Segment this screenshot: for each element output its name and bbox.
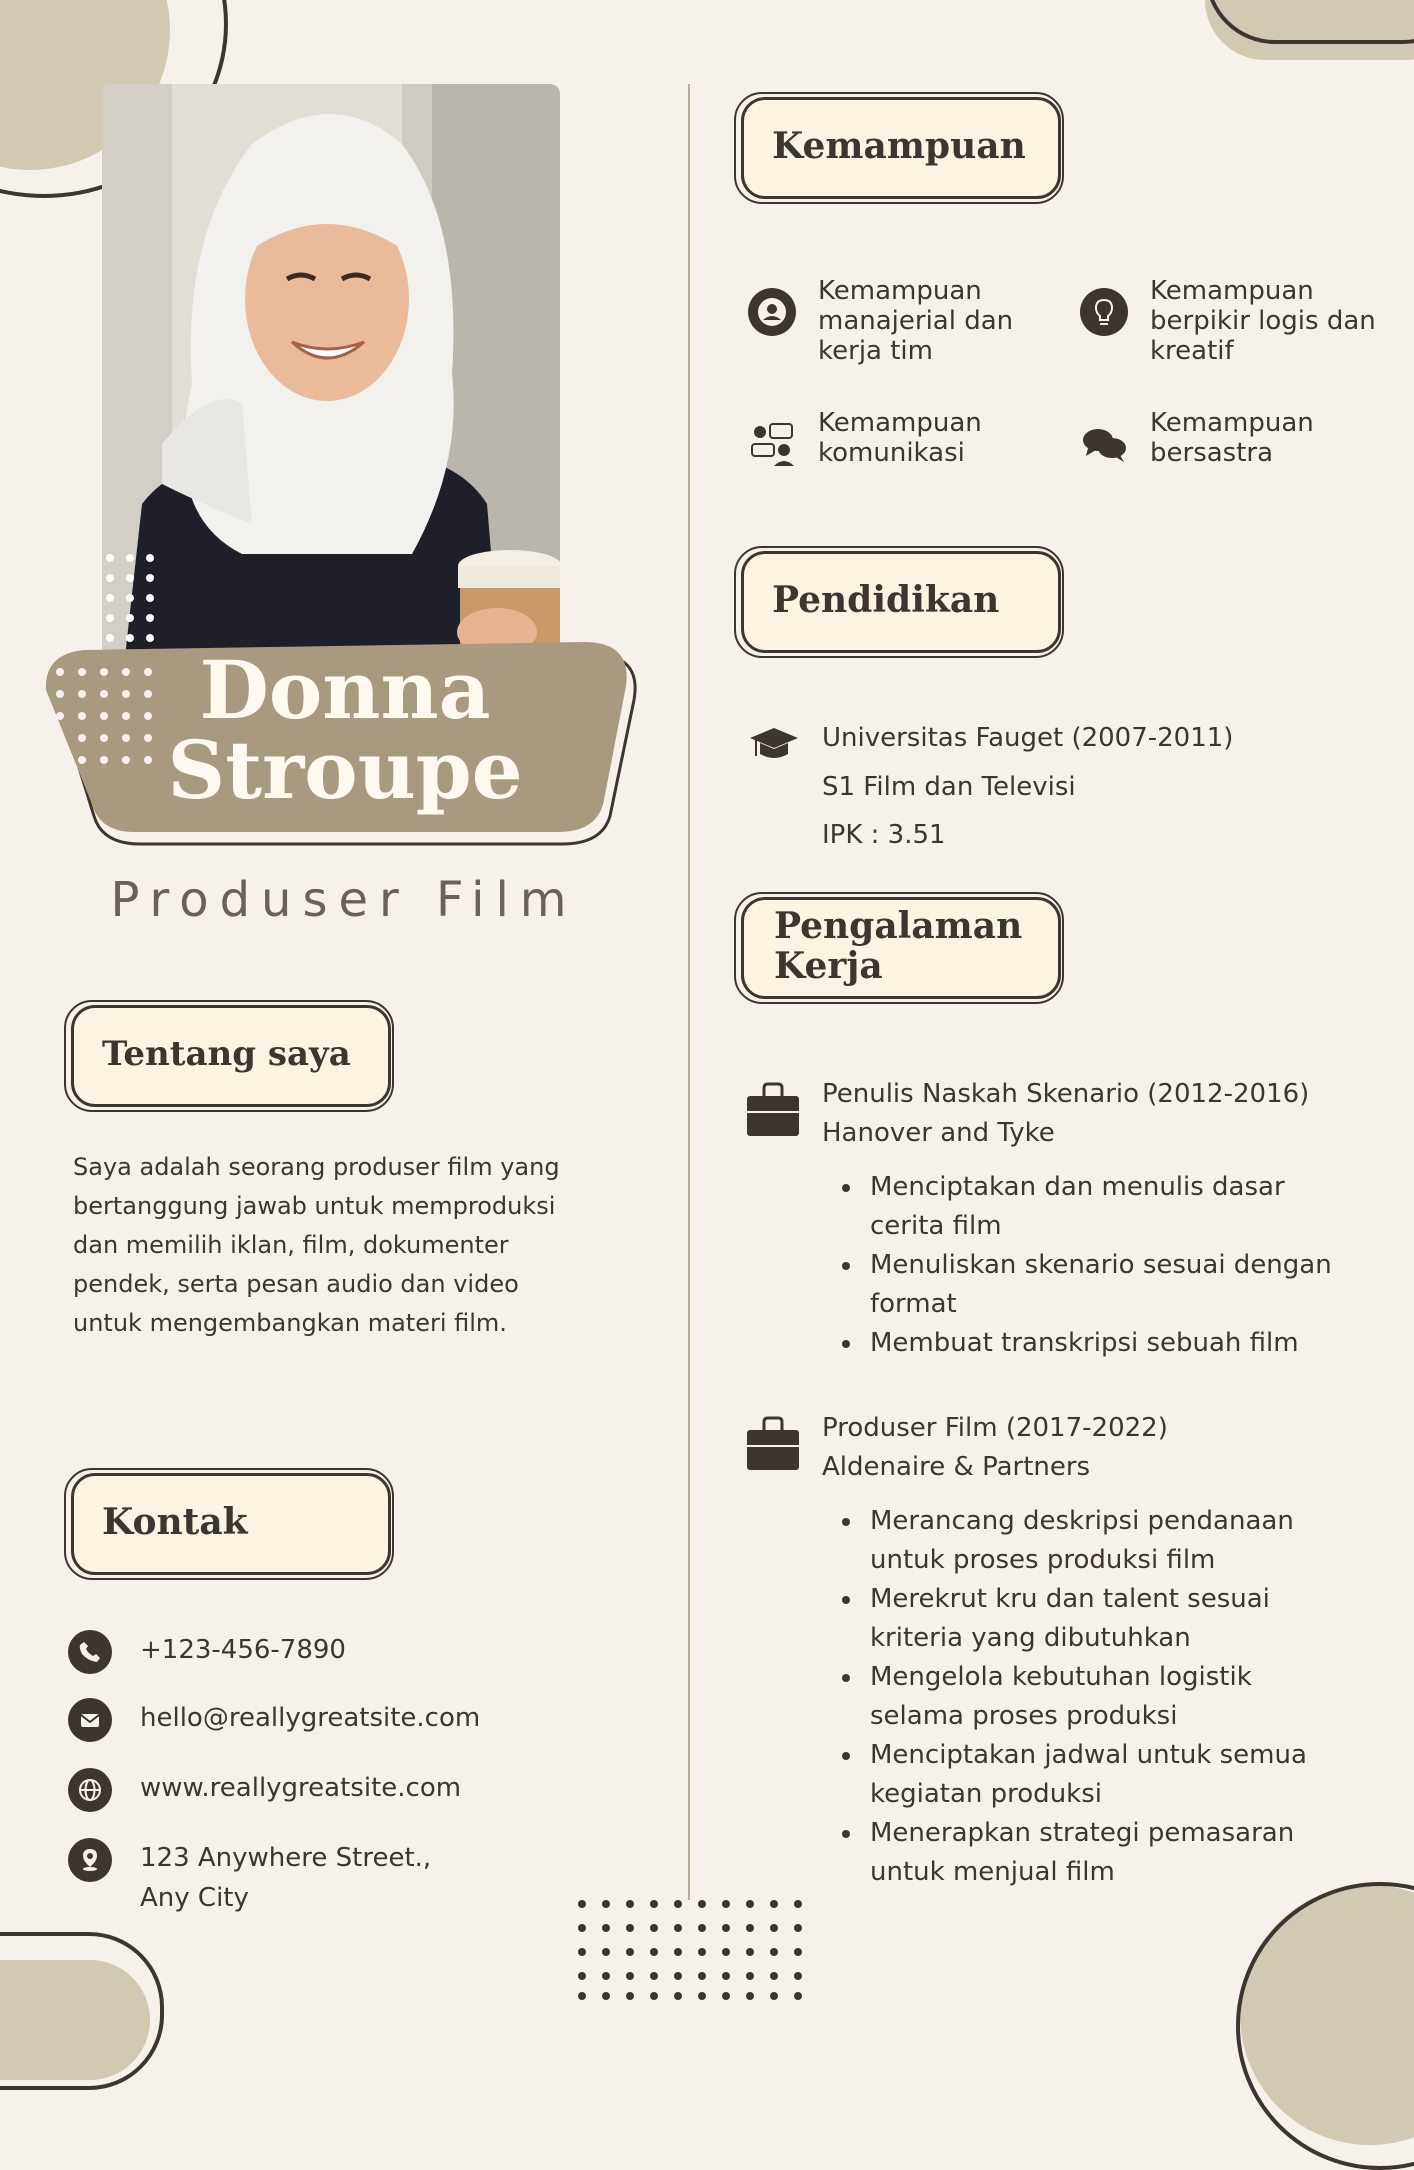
experience-heading: Pengalaman Kerja	[774, 905, 1023, 987]
skill-item	[1078, 408, 1398, 470]
job-bullets	[822, 1168, 1340, 1363]
contact-heading-box	[64, 1468, 394, 1578]
job-company: Hanover and Tyke	[822, 1118, 1055, 1148]
communication-icon	[746, 418, 798, 470]
team-icon	[746, 286, 798, 338]
education-heading: Pendidikan	[772, 579, 1000, 621]
lightbulb-icon	[1078, 286, 1130, 338]
skill-item	[746, 276, 1046, 366]
experience-heading-box	[734, 892, 1064, 1002]
column-divider	[688, 84, 690, 1900]
chat-bubbles-icon	[1078, 418, 1130, 470]
skill-label: Kemampuan komunikasi	[818, 408, 982, 468]
globe-icon	[68, 1768, 112, 1812]
job-company: Aldenaire & Partners	[822, 1452, 1091, 1482]
contact-phone	[68, 1630, 500, 1674]
list-item: Menciptakan dan menulis dasar cerita film	[870, 1168, 1340, 1246]
contact-email	[68, 1698, 500, 1742]
list-item: Menerapkan strategi pemasaran untuk menjual film	[870, 1814, 1330, 1892]
about-heading-box	[64, 1000, 394, 1110]
email-icon	[68, 1698, 112, 1742]
briefcase-icon	[746, 1416, 800, 1472]
job-role: Produser Film	[110, 872, 578, 928]
phone-icon	[68, 1630, 112, 1674]
skills-heading: Kemampuan	[772, 125, 1026, 167]
graduation-cap-icon	[748, 724, 800, 764]
job-title: Penulis Naskah Skenario (2012-2016)	[822, 1079, 1310, 1109]
about-heading: Tentang saya	[102, 1034, 351, 1074]
education-school: Universitas Fauget (2007-2011)	[822, 723, 1234, 753]
contact-heading: Kontak	[102, 1501, 248, 1543]
skill-label: Kemampuan manajerial dan kerja tim	[818, 276, 1014, 366]
website-text: www.reallygreatsite.com	[140, 1773, 462, 1803]
skill-label: Kemampuan bersastra	[1150, 408, 1314, 468]
job-title: Produser Film (2017-2022)	[822, 1413, 1168, 1443]
skill-item	[746, 408, 1046, 470]
list-item: Membuat transkripsi sebuah film	[870, 1324, 1340, 1363]
list-item: Menuliskan skenario sesuai dengan format	[870, 1246, 1340, 1324]
contact-website	[68, 1768, 500, 1812]
job-bullets	[822, 1502, 1330, 1892]
briefcase-icon	[746, 1082, 800, 1138]
list-item: Merancang deskripsi pendanaan untuk proses produksi film	[870, 1502, 1330, 1580]
profile-photo	[102, 84, 560, 684]
contact-address	[68, 1838, 480, 1918]
list-item: Merekrut kru dan talent sesuai kriteria yang dibutuhkan	[870, 1580, 1330, 1658]
decor-dots-bottom	[572, 1896, 808, 2000]
phone-text: +123-456-7890	[140, 1635, 346, 1665]
education-degree: S1 Film dan Televisi	[822, 772, 1076, 802]
last-name: Stroupe	[167, 723, 523, 817]
person-name	[160, 643, 530, 817]
skills-heading-box	[734, 92, 1064, 202]
address-text: 123 Anywhere Street., Any City	[140, 1843, 432, 1913]
decor-dots-nametag	[52, 664, 172, 774]
corner-ring-bottom-left	[0, 1932, 164, 2090]
corner-ring-bottom-right	[1236, 1882, 1414, 2170]
education-gpa: IPK : 3.51	[822, 820, 946, 850]
first-name: Donna	[199, 643, 491, 737]
skill-label: Kemampuan berpikir logis dan kreatif	[1150, 276, 1376, 366]
about-text: Saya adalah seorang produser film yang bertanggung jawab untuk memproduksi dan memilih iklan, film, dokumenter pendek, serta pesan audio dan video untuk mengembangkan materi film.	[73, 1153, 560, 1337]
location-pin-icon	[68, 1838, 112, 1882]
skill-item	[1078, 276, 1398, 366]
list-item: Menciptakan jadwal untuk semua kegiatan produksi	[870, 1736, 1330, 1814]
email-text: hello@reallygreatsite.com	[140, 1703, 481, 1733]
list-item: Mengelola kebutuhan logistik selama proses produksi	[870, 1658, 1330, 1736]
education-heading-box	[734, 546, 1064, 656]
